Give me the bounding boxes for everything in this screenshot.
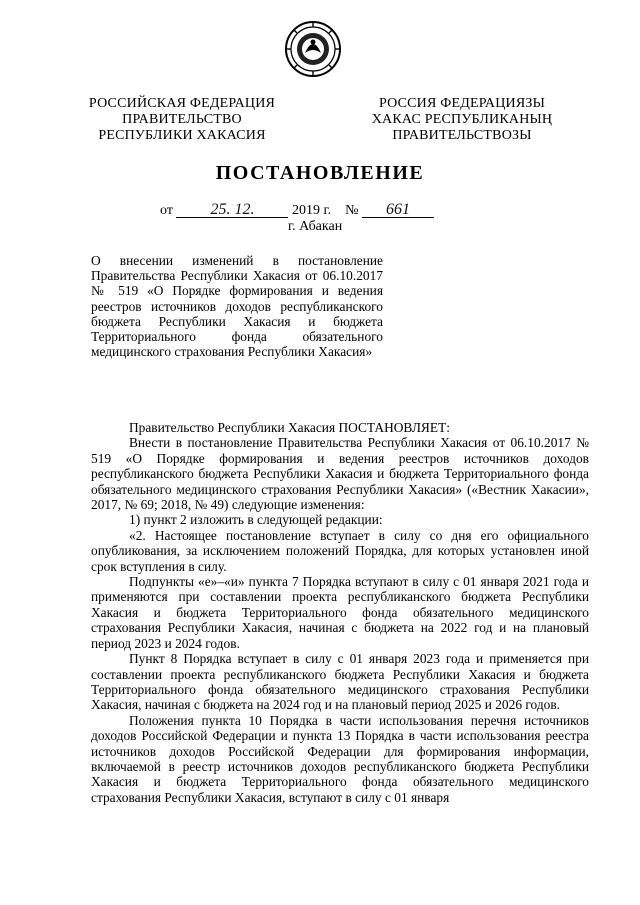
header-left-line: РОССИЙСКАЯ ФЕДЕРАЦИЯ (88, 96, 276, 111)
header-left-line: ПРАВИТЕЛЬСТВО (122, 112, 242, 127)
header-right-line: ХАКАС РЕСПУБЛИКАНЫҢ (371, 112, 553, 127)
header-right-line: РОССИЯ ФЕДЕРАЦИЯЗЫ (378, 96, 546, 111)
city-label: г. Абакан (288, 219, 343, 234)
body-paragraph: Пункт 8 Порядка вступает в силу с 01 января 2023 года и применяется при составлении проекта республиканского бюджета Республики Хакасия и бюджета Территориального фонда обязательного медицинского страхования Республики Хакасия, начиная с бюджета на 2024 год и на плановый период 2025 и 2026 годов. (91, 651, 589, 713)
date-field: 25. 12. (176, 203, 288, 218)
date-line (160, 203, 480, 219)
body-paragraph: Внести в постановление Правительства Республики Хакасия от 06.10.2017 № 519 «О Порядке формирования и ведения реестров источников доходов республиканского бюджета Республики Хакасия и бюджета Территориального фонда обязательного медицинского страхования Республики Хакасия» («Вестник Хакасии», 2017, № 69; 2018, № 49) следующие изменения: (91, 435, 589, 513)
document-body (91, 420, 589, 805)
number-label: № (345, 203, 359, 218)
header-left-line: РЕСПУБЛИКИ ХАКАСИЯ (98, 128, 266, 143)
header-right (362, 96, 562, 144)
body-paragraph: Правительство Республики Хакасия ПОСТАНОВЛЯЕТ: (129, 420, 450, 435)
number-field: 661 (362, 203, 434, 218)
body-paragraph: 1) пункт 2 изложить в следующей редакции: (129, 512, 383, 528)
body-paragraph: Положения пункта 10 Порядка в части использования перечня источников доходов Российской Федерации и пункта 13 Порядка в части использования реестра источников доходов Российской Федерации для формирования информации, включаемой в реестр источников доходов республиканского бюджета Республики Хакасия и бюджета Территориального фонда обязательного медицинского страхования Республики Хакасия, вступают в силу с 01 января (91, 712, 589, 805)
coat-of-arms-emblem-icon (284, 20, 342, 78)
document-title: ПОСТАНОВЛЕНИЕ (215, 162, 425, 184)
body-paragraph: Подпункты «е»–«и» пункта 7 Порядка вступают в силу с 01 января 2021 года и применяются при составлении проекта республиканского бюджета Республики Хакасия и бюджета Территориального фонда обязательного медицинского страхования Республики Хакасия, начиная с бюджета на 2022 год и на плановый период 2023 и 2024 годов. (91, 574, 589, 651)
document-subject: О внесении изменений в постановление Правительства Республики Хакасия от 06.10.2017 № 519 «О Порядке формирования и ведения реестров источников доходов республиканского бюджета Республики Хакасия и бюджета Территориального фонда обязательного медицинского страхования Республики Хакасия» (91, 253, 383, 360)
body-paragraph: «2. Настоящее постановление вступает в силу со дня его официального опубликования, за исключением положений Порядка, для которых установлен иной срок вступления в силу. (91, 527, 589, 574)
year-label: 2019 г. (291, 203, 332, 218)
from-label: от (160, 203, 173, 218)
header-left (82, 96, 282, 144)
header-right-line: ПРАВИТЕЛЬСТВОЗЫ (392, 128, 532, 143)
